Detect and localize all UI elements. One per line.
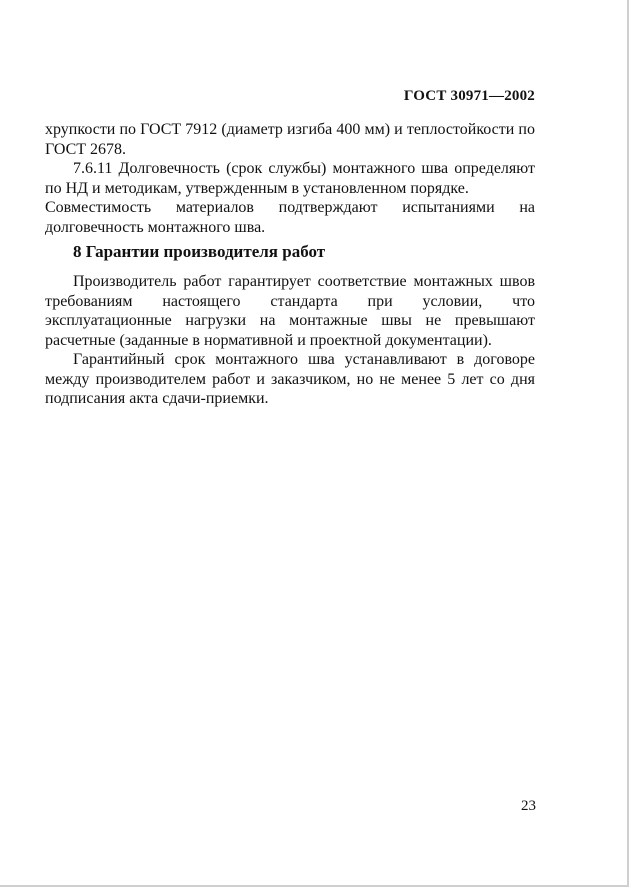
clause-7-6-11-paragraph: 7.6.11 Долговечность (срок службы) монтажного шва определяют по НД и методикам, утвержденным в установленном порядке. [45, 160, 535, 197]
compatibility-paragraph: Совместимость материалов подтверждают испытаниями на долговечность монтажного шва. [45, 199, 535, 236]
warranty-period-paragraph: Гарантийный срок монтажного шва устанавливают в договоре между производителем работ и заказчиком, но не менее 5 лет со дня подписания акта сдачи-приемки. [45, 351, 535, 407]
section-8-text [45, 272, 535, 409]
section-8-heading: 8 Гарантии производителя работ [73, 242, 326, 261]
warranty-paragraph: Производитель работ гарантирует соответствие монтажных швов требованиям настоящего стандарта при условии, что эксплуатационные нагрузки на монтажные швы не превышают расчетные (заданные в нормативной и проектной документации). [45, 273, 535, 349]
continuation-paragraph: хрупкости по ГОСТ 7912 (диаметр изгиба 400 мм) и теплостойкости по ГОСТ 2678. [45, 121, 535, 158]
section-7-text [45, 120, 535, 237]
standard-code-header: ГОСТ 30971—2002 [403, 88, 535, 104]
page-number: 23 [521, 798, 536, 814]
